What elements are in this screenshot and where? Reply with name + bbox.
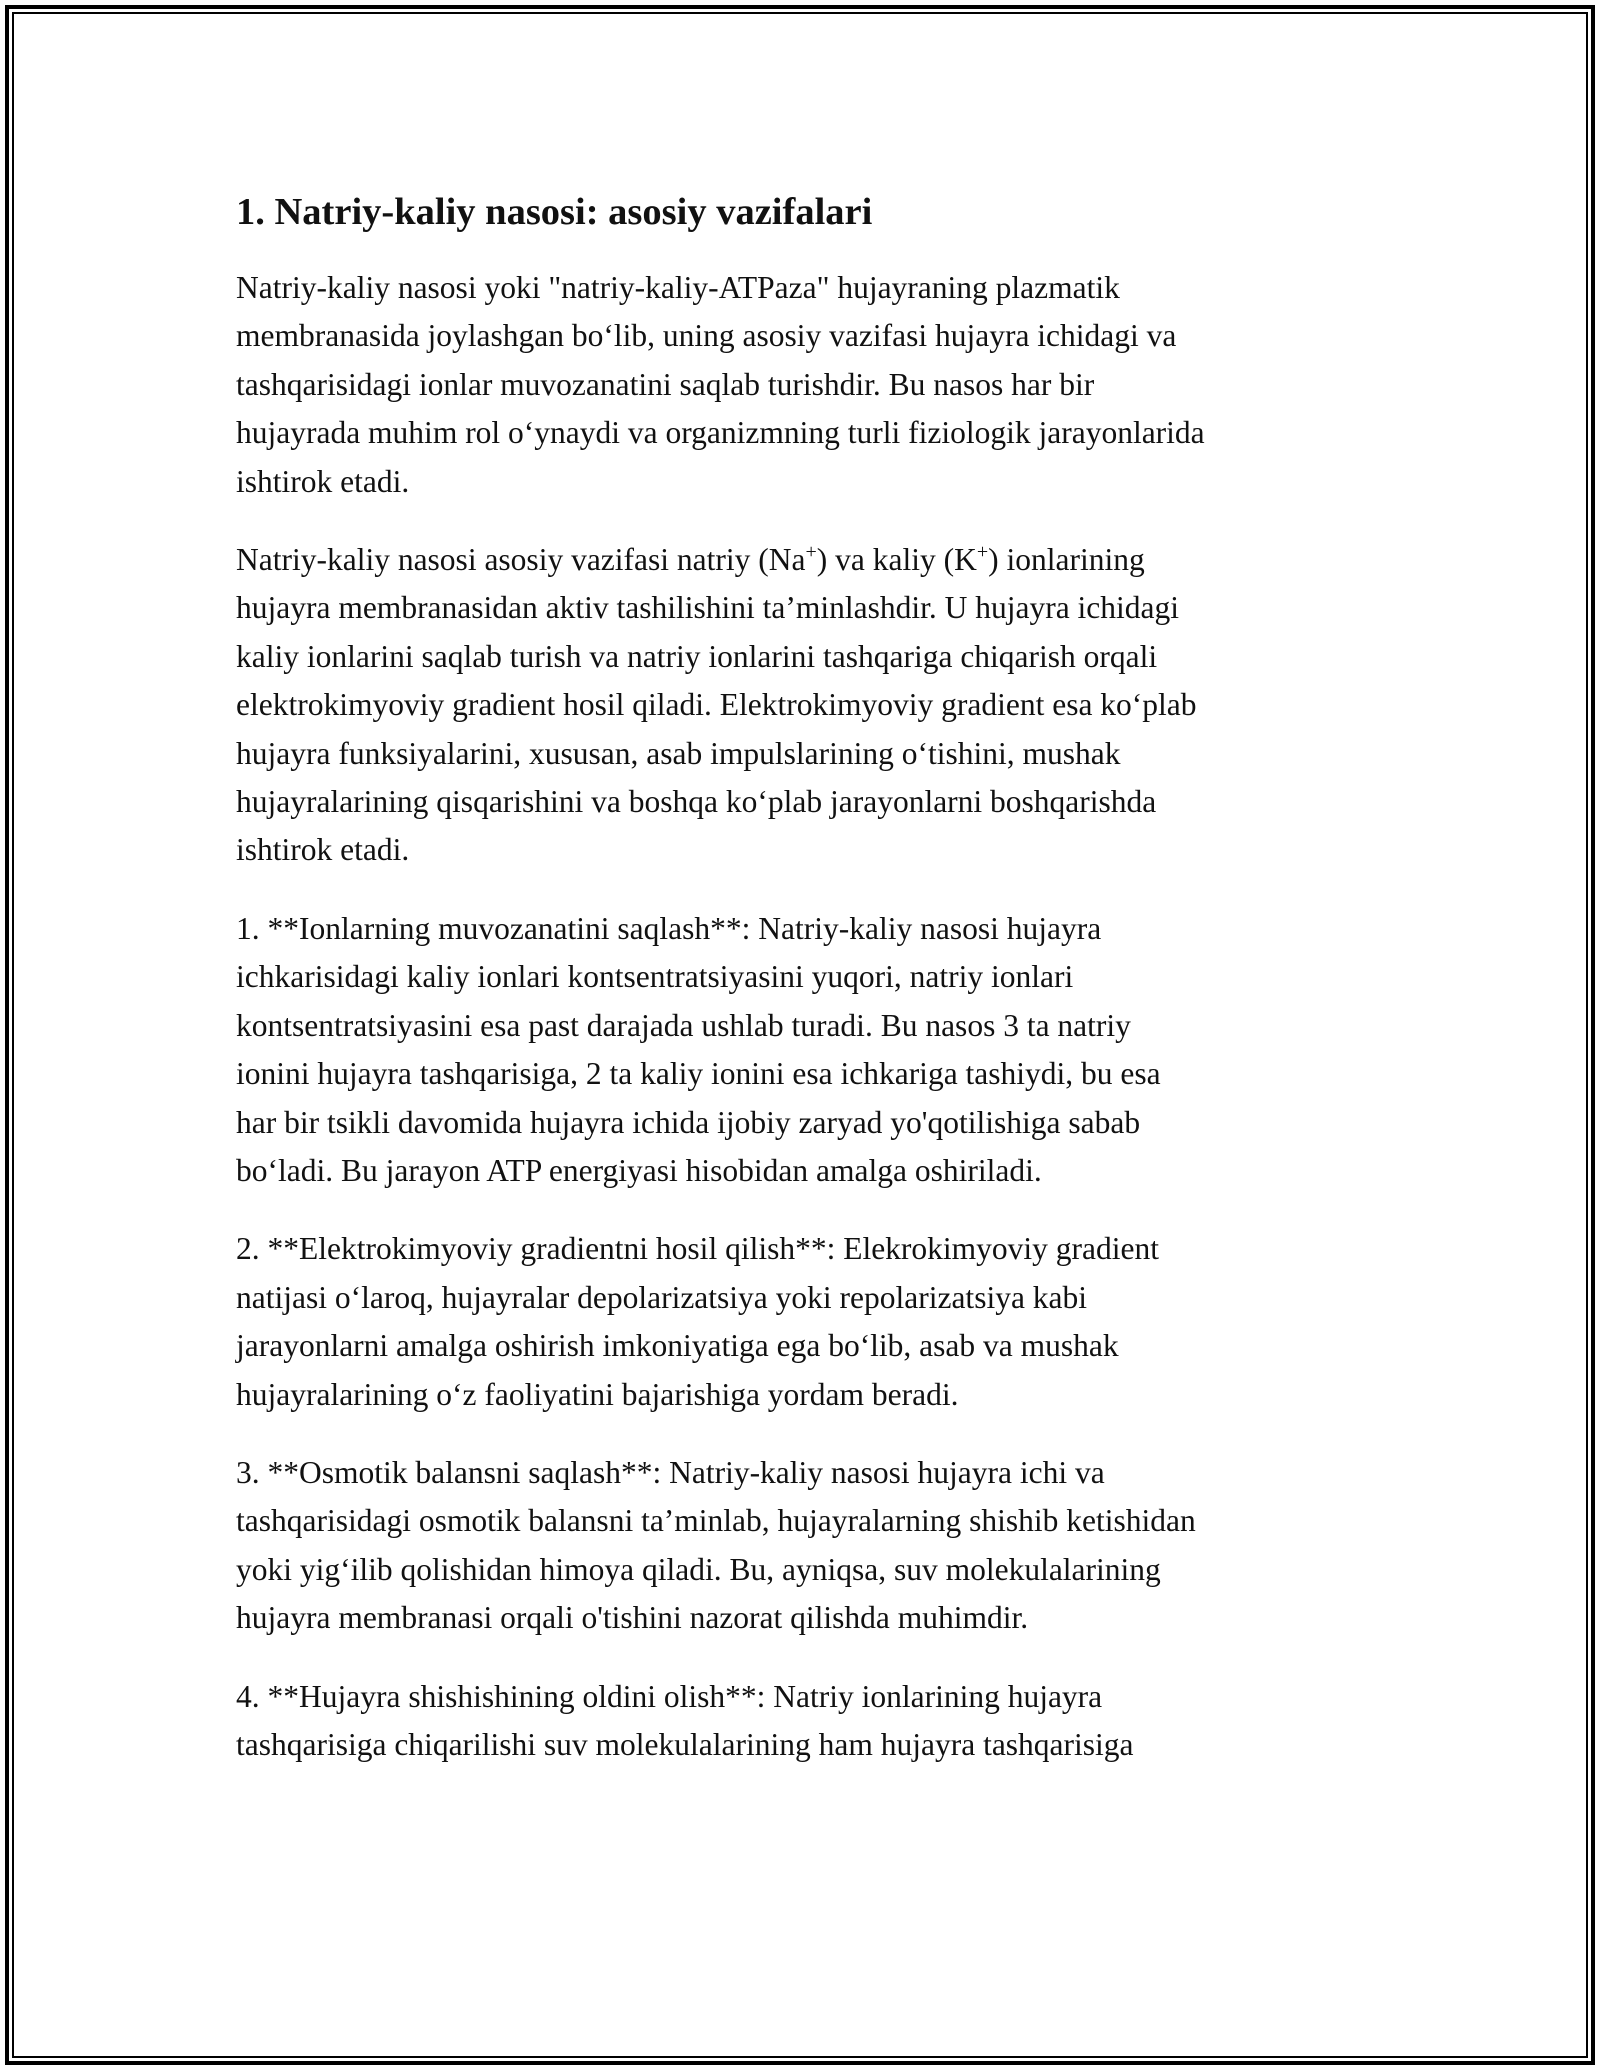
text-line: natijasi o‘laroq, hujayralar depolarizatsiya yoki repolarizatsiya kabi <box>236 1279 1088 1315</box>
text-line: hujayra membranasi orqali o'tishini nazorat qilishda muhimdir. <box>236 1600 1029 1636</box>
text-line: ionini hujayra tashqarisiga, 2 ta kaliy ionini esa ichkariga tashiydi, bu esa <box>236 1056 1161 1092</box>
list-item-swelling <box>236 1673 1396 1770</box>
text-line: hujayrada muhim rol o‘ynaydi va organizmning turli fiziologik jarayonlarida <box>236 415 1205 451</box>
text-fragment: ) va kaliy (K <box>816 542 977 578</box>
list-item-ion-balance <box>236 905 1396 1195</box>
text-line: bo‘ladi. Bu jarayon ATP energiyasi hisobidan amalga oshiriladi. <box>236 1152 1042 1188</box>
text-line: tashqarisiga chiqarilishi suv molekulalarining ham hujayra tashqarisiga <box>236 1726 1134 1762</box>
paragraph-function <box>236 536 1396 875</box>
list-item-osmotic-balance <box>236 1449 1396 1643</box>
document-body <box>236 186 1396 1799</box>
text-fragment: Natriy-kaliy nasosi asosiy vazifasi natriy (Na <box>236 542 806 578</box>
text-line: hujayra membranasidan aktiv tashilishini ta’minlashdir. U hujayra ichidagi <box>236 590 1180 626</box>
text-line: elektrokimyoviy gradient hosil qiladi. Elektrokimyoviy gradient esa ko‘plab <box>236 687 1197 723</box>
superscript-plus: + <box>805 541 817 564</box>
text-line: ishtirok etadi. <box>236 463 410 499</box>
text-fragment: ) ionlarining <box>988 542 1145 578</box>
text-line: ishtirok etadi. <box>236 832 410 868</box>
text-line: kontsentratsiyasini esa past darajada ushlab turadi. Bu nasos 3 ta natriy <box>236 1007 1131 1043</box>
text-line: har bir tsikli davomida hujayra ichida ijobiy zaryad yo'qotilishiga sabab <box>236 1104 1141 1140</box>
text-line <box>236 536 1396 584</box>
text-line: hujayralarining o‘z faoliyatini bajarishiga yordam beradi. <box>236 1376 959 1412</box>
text-line: hujayralarining qisqarishini va boshqa ko‘plab jarayonlarni boshqarishda <box>236 784 1157 820</box>
text-line: 4. **Hujayra shishishining oldini olish**: Natriy ionlarining hujayra <box>236 1678 1103 1714</box>
text-line: tashqarisidagi ionlar muvozanatini saqlab turishdir. Bu nasos har bir <box>236 366 1095 402</box>
text-line: 3. **Osmotik balansni saqlash**: Natriy-kaliy nasosi hujayra ichi va <box>236 1454 1105 1490</box>
text-line: membranasida joylashgan bo‘lib, uning asosiy vazifasi hujayra ichidagi va <box>236 318 1177 354</box>
text-line: 1. **Ionlarning muvozanatini saqlash**: Natriy-kaliy nasosi hujayra <box>236 910 1102 946</box>
text-line: 2. **Elektrokimyoviy gradientni hosil qilish**: Elekrokimyoviy gradient <box>236 1231 1160 1267</box>
section-heading: 1. Natriy-kaliy nasosi: asosiy vazifalari <box>236 191 873 233</box>
text-line: jarayonlarni amalga oshirish imkoniyatiga ega bo‘lib, asab va mushak <box>236 1328 1119 1364</box>
text-line: tashqarisidagi osmotik balansni ta’minlab, hujayralarning shishib ketishidan <box>236 1503 1196 1539</box>
text-line: hujayra funksiyalarini, xususan, asab impulslarining o‘tishini, mushak <box>236 735 1121 771</box>
superscript-plus: + <box>976 541 989 564</box>
paragraph-intro <box>236 264 1396 506</box>
text-line: kaliy ionlarini saqlab turish va natriy ionlarini tashqariga chiqarish orqali <box>236 638 1158 674</box>
list-item-gradient <box>236 1225 1396 1419</box>
text-line: ichkarisidagi kaliy ionlari kontsentratsiyasini yuqori, natriy ionlari <box>236 959 1074 995</box>
text-line: Natriy-kaliy nasosi yoki "natriy-kaliy-ATPaza" hujayraning plazmatik <box>236 270 1120 305</box>
text-line: yoki yig‘ilib qolishidan himoya qiladi. Bu, ayniqsa, suv molekulalarining <box>236 1551 1161 1587</box>
